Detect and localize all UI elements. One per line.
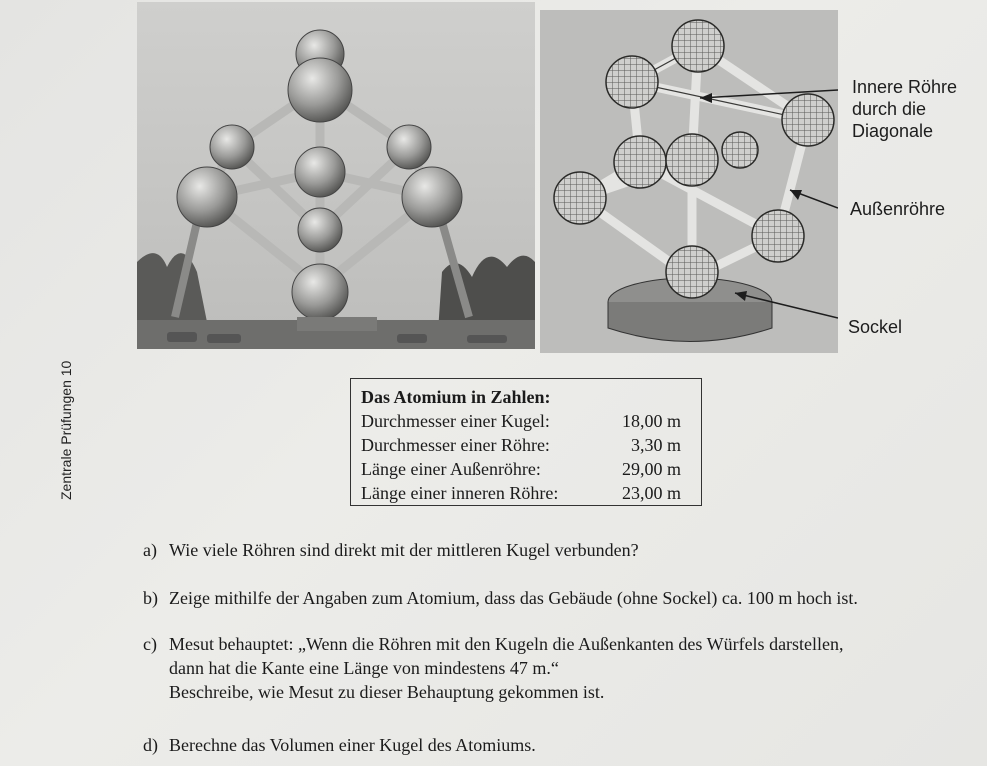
fact-value: 29,00 m [621, 459, 681, 479]
task-text: Zeige mithilfe der Angaben zum Atomium, dass das Gebäude (ohne Sockel) ca. 100 m hoch ist. [169, 588, 858, 608]
facts-box [350, 378, 702, 506]
task-text: Mesut behauptet: „Wenn die Röhren mit den Kugeln die Außenkanten des Würfels darstellen, [169, 634, 844, 654]
side-label: Zentrale Prüfungen 10 [58, 360, 74, 500]
callout-outer-tube: Außenröhre [850, 199, 946, 219]
fact-label: Länge einer inneren Röhre: [361, 483, 559, 503]
facts-title: Das Atomium in Zahlen: [361, 387, 551, 407]
task-text: Berechne das Volumen einer Kugel des Atomiums. [169, 735, 536, 755]
atomium-diagram [540, 10, 838, 353]
task-letter: d) [143, 735, 158, 755]
task-text: Wie viele Röhren sind direkt mit der mittleren Kugel verbunden? [169, 540, 639, 560]
fact-value: 3,30 m [630, 435, 681, 455]
task-letter: c) [143, 634, 157, 654]
fact-label: Durchmesser einer Röhre: [361, 435, 550, 455]
callout-base: Sockel [848, 317, 903, 337]
task-b [143, 586, 858, 610]
task-letter: b) [143, 588, 158, 608]
fact-label: Durchmesser einer Kugel: [361, 411, 550, 431]
task-letter: a) [143, 540, 157, 560]
fact-value: 18,00 m [621, 411, 681, 431]
fact-row [361, 481, 691, 505]
callout-inner-tube: Innere Röhre durch die Diagonale [852, 77, 958, 141]
fact-row [361, 457, 691, 481]
task-a [143, 538, 639, 562]
task-text: Beschreibe, wie Mesut zu dieser Behauptung gekommen ist. [169, 682, 605, 702]
fact-row [361, 433, 691, 457]
fact-row [361, 409, 691, 433]
task-c [143, 632, 844, 704]
fact-label: Länge einer Außenröhre: [361, 459, 541, 479]
fact-value: 23,00 m [621, 483, 681, 503]
atomium-photo [137, 2, 535, 349]
task-d [143, 733, 536, 757]
task-text: dann hat die Kante eine Länge von mindestens 47 m.“ [169, 658, 559, 678]
